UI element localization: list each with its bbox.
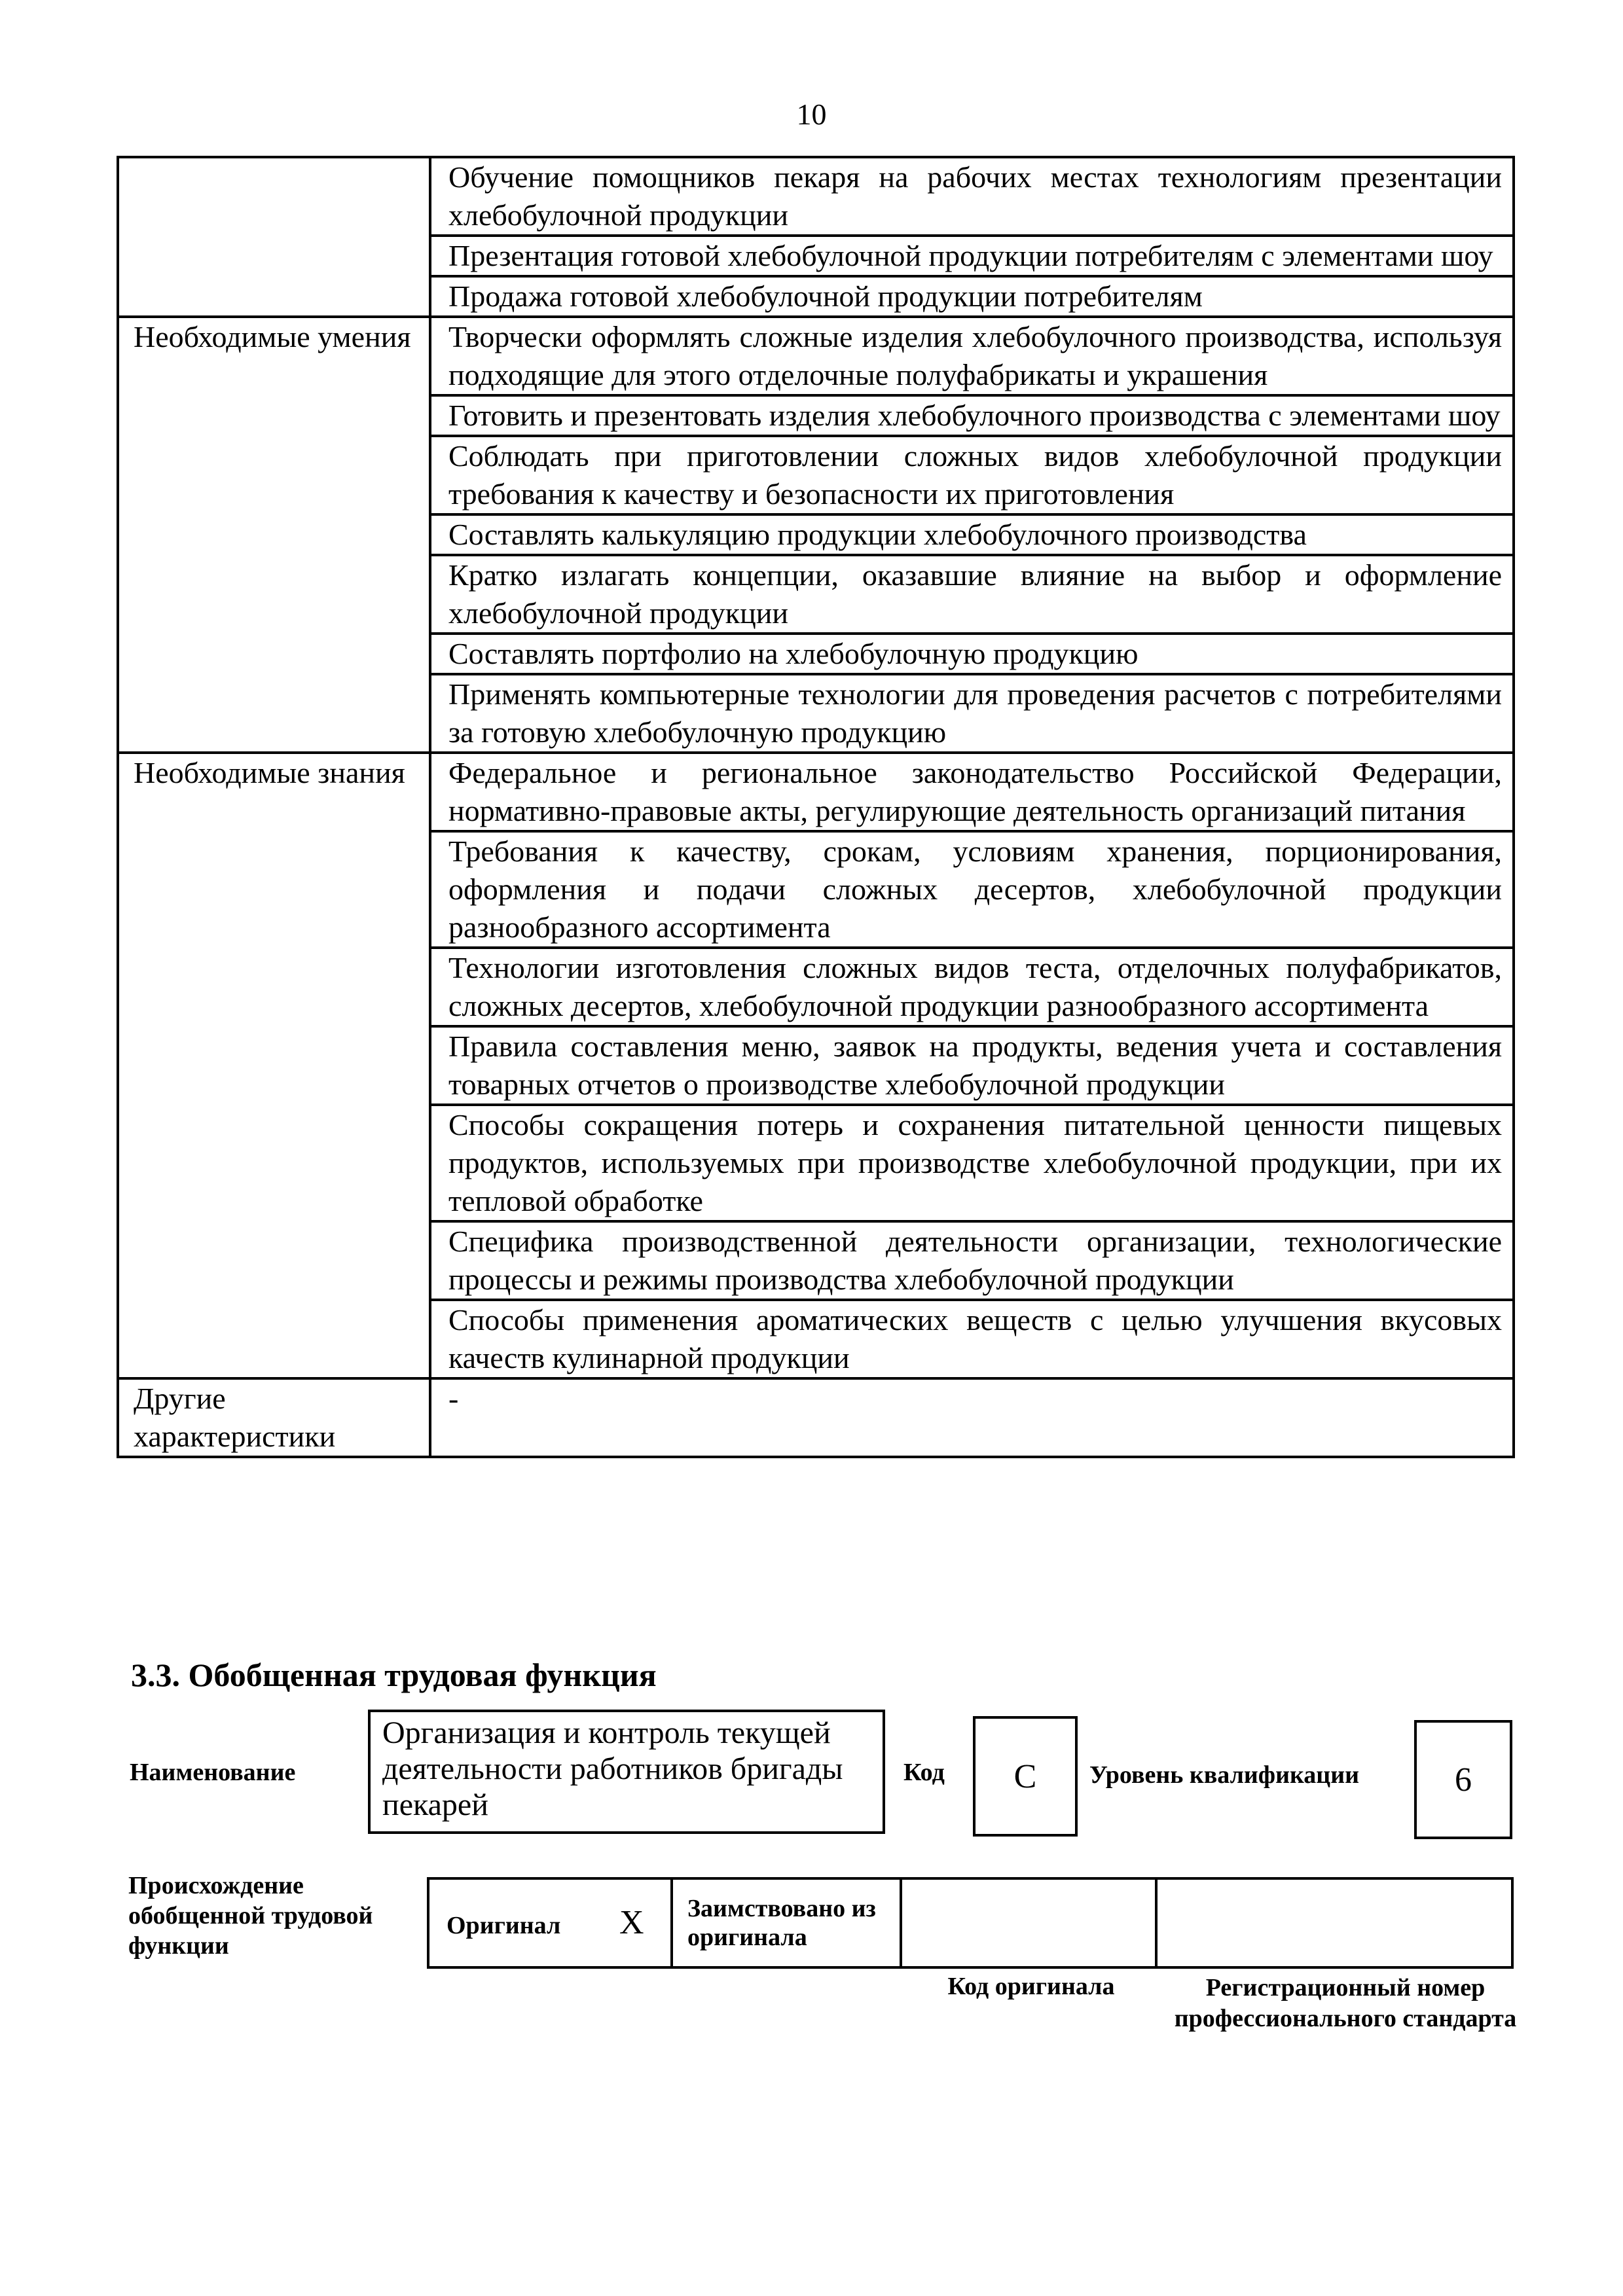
row-group-label: Другие характеристики xyxy=(118,1378,430,1457)
table-cell: Способы сокращения потерь и сохранения питательной ценности пищевых продуктов, используемых при производстве хлебобулочной продукции, при их тепловой обработке xyxy=(430,1105,1514,1221)
table-cell: Требования к качеству, срокам, условиям хранения, порционирования, оформления и подачи сложных десертов, хлебобулочной продукции разнообразного ассортимента xyxy=(430,831,1514,948)
competency-table xyxy=(117,156,1515,1458)
code-label: Код xyxy=(903,1759,945,1786)
section-heading: 3.3. Обобщенная трудовая функция xyxy=(131,1657,657,1693)
table-cell: Готовить и презентовать изделия хлебобулочного производства с элементами шоу xyxy=(430,395,1514,436)
table-cell: Федеральное и региональное законодательство Российской Федерации, нормативно-правовые акты, регулирующие деятельность организаций питания xyxy=(430,753,1514,831)
table-cell: Творчески оформлять сложные изделия хлебобулочного производства, используя подходящие для этого отделочные полуфабрикаты и украшения xyxy=(430,317,1514,395)
code-original-caption: Код оригинала xyxy=(947,1973,1115,2000)
table-cell: Правила составления меню, заявок на продукты, ведения учета и составления товарных отчетов о производстве хлебобулочной продукции xyxy=(430,1026,1514,1105)
table-cell: Составлять портфолио на хлебобулочную продукцию xyxy=(430,634,1514,674)
table-cell: Применять компьютерные технологии для проведения расчетов с потребителями за готовую хлебобулочную продукцию xyxy=(430,674,1514,753)
table-cell: - xyxy=(430,1378,1514,1457)
origin-table xyxy=(427,1877,1514,1969)
row-group-label: Необходимые знания xyxy=(118,753,430,1378)
original-cell xyxy=(428,1878,672,1967)
table-row xyxy=(118,1378,1514,1457)
code-value-box: C xyxy=(973,1716,1078,1837)
qualification-level-box: 6 xyxy=(1414,1720,1512,1839)
table-cell: Соблюдать при приготовлении сложных видов хлебобулочной продукции требования к качеству и безопасности их приготовления xyxy=(430,436,1514,514)
row-group-label: Необходимые умения xyxy=(118,317,430,753)
origin-label: Происхождение обобщенной трудовой функции xyxy=(128,1872,373,1960)
table-row xyxy=(118,753,1514,831)
page-number: 10 xyxy=(796,98,827,131)
name-label: Наименование xyxy=(130,1759,296,1786)
reg-number-cell xyxy=(1156,1878,1512,1967)
table-cell: Кратко излагать концепции, оказавшие влияние на выбор и оформление хлебобулочной продукции xyxy=(430,555,1514,634)
row-group-label xyxy=(118,157,430,317)
code-original-cell xyxy=(901,1878,1156,1967)
original-mark: X xyxy=(619,1904,644,1941)
original-label: Оригинал xyxy=(447,1912,561,1939)
table-cell: Технологии изготовления сложных видов теста, отделочных полуфабрикатов, сложных десертов, хлебобулочной продукции разнообразного ассортимента xyxy=(430,948,1514,1026)
table-row xyxy=(118,317,1514,395)
reg-number-caption: Регистрационный номер профессионального стандарта xyxy=(1174,1974,1517,2032)
table-row xyxy=(118,157,1514,236)
table-cell: Специфика производственной деятельности организации, технологические процессы и режимы производства хлебобулочной продукции xyxy=(430,1221,1514,1300)
table-cell: Составлять калькуляцию продукции хлебобулочного производства xyxy=(430,514,1514,555)
table-cell: Обучение помощников пекаря на рабочих местах технологиям презентации хлебобулочной продукции xyxy=(430,157,1514,236)
borrowed-label: Заимствовано из оригинала xyxy=(672,1878,901,1967)
table-cell: Презентация готовой хлебобулочной продукции потребителям с элементами шоу xyxy=(430,236,1514,276)
function-name-box: Организация и контроль текущей деятельности работников бригады пекарей xyxy=(368,1710,885,1834)
table-cell: Способы применения ароматических веществ с целью улучшения вкусовых качеств кулинарной продукции xyxy=(430,1300,1514,1378)
qualification-level-label: Уровень квалификации xyxy=(1089,1761,1359,1789)
table-cell: Продажа готовой хлебобулочной продукции потребителям xyxy=(430,276,1514,317)
